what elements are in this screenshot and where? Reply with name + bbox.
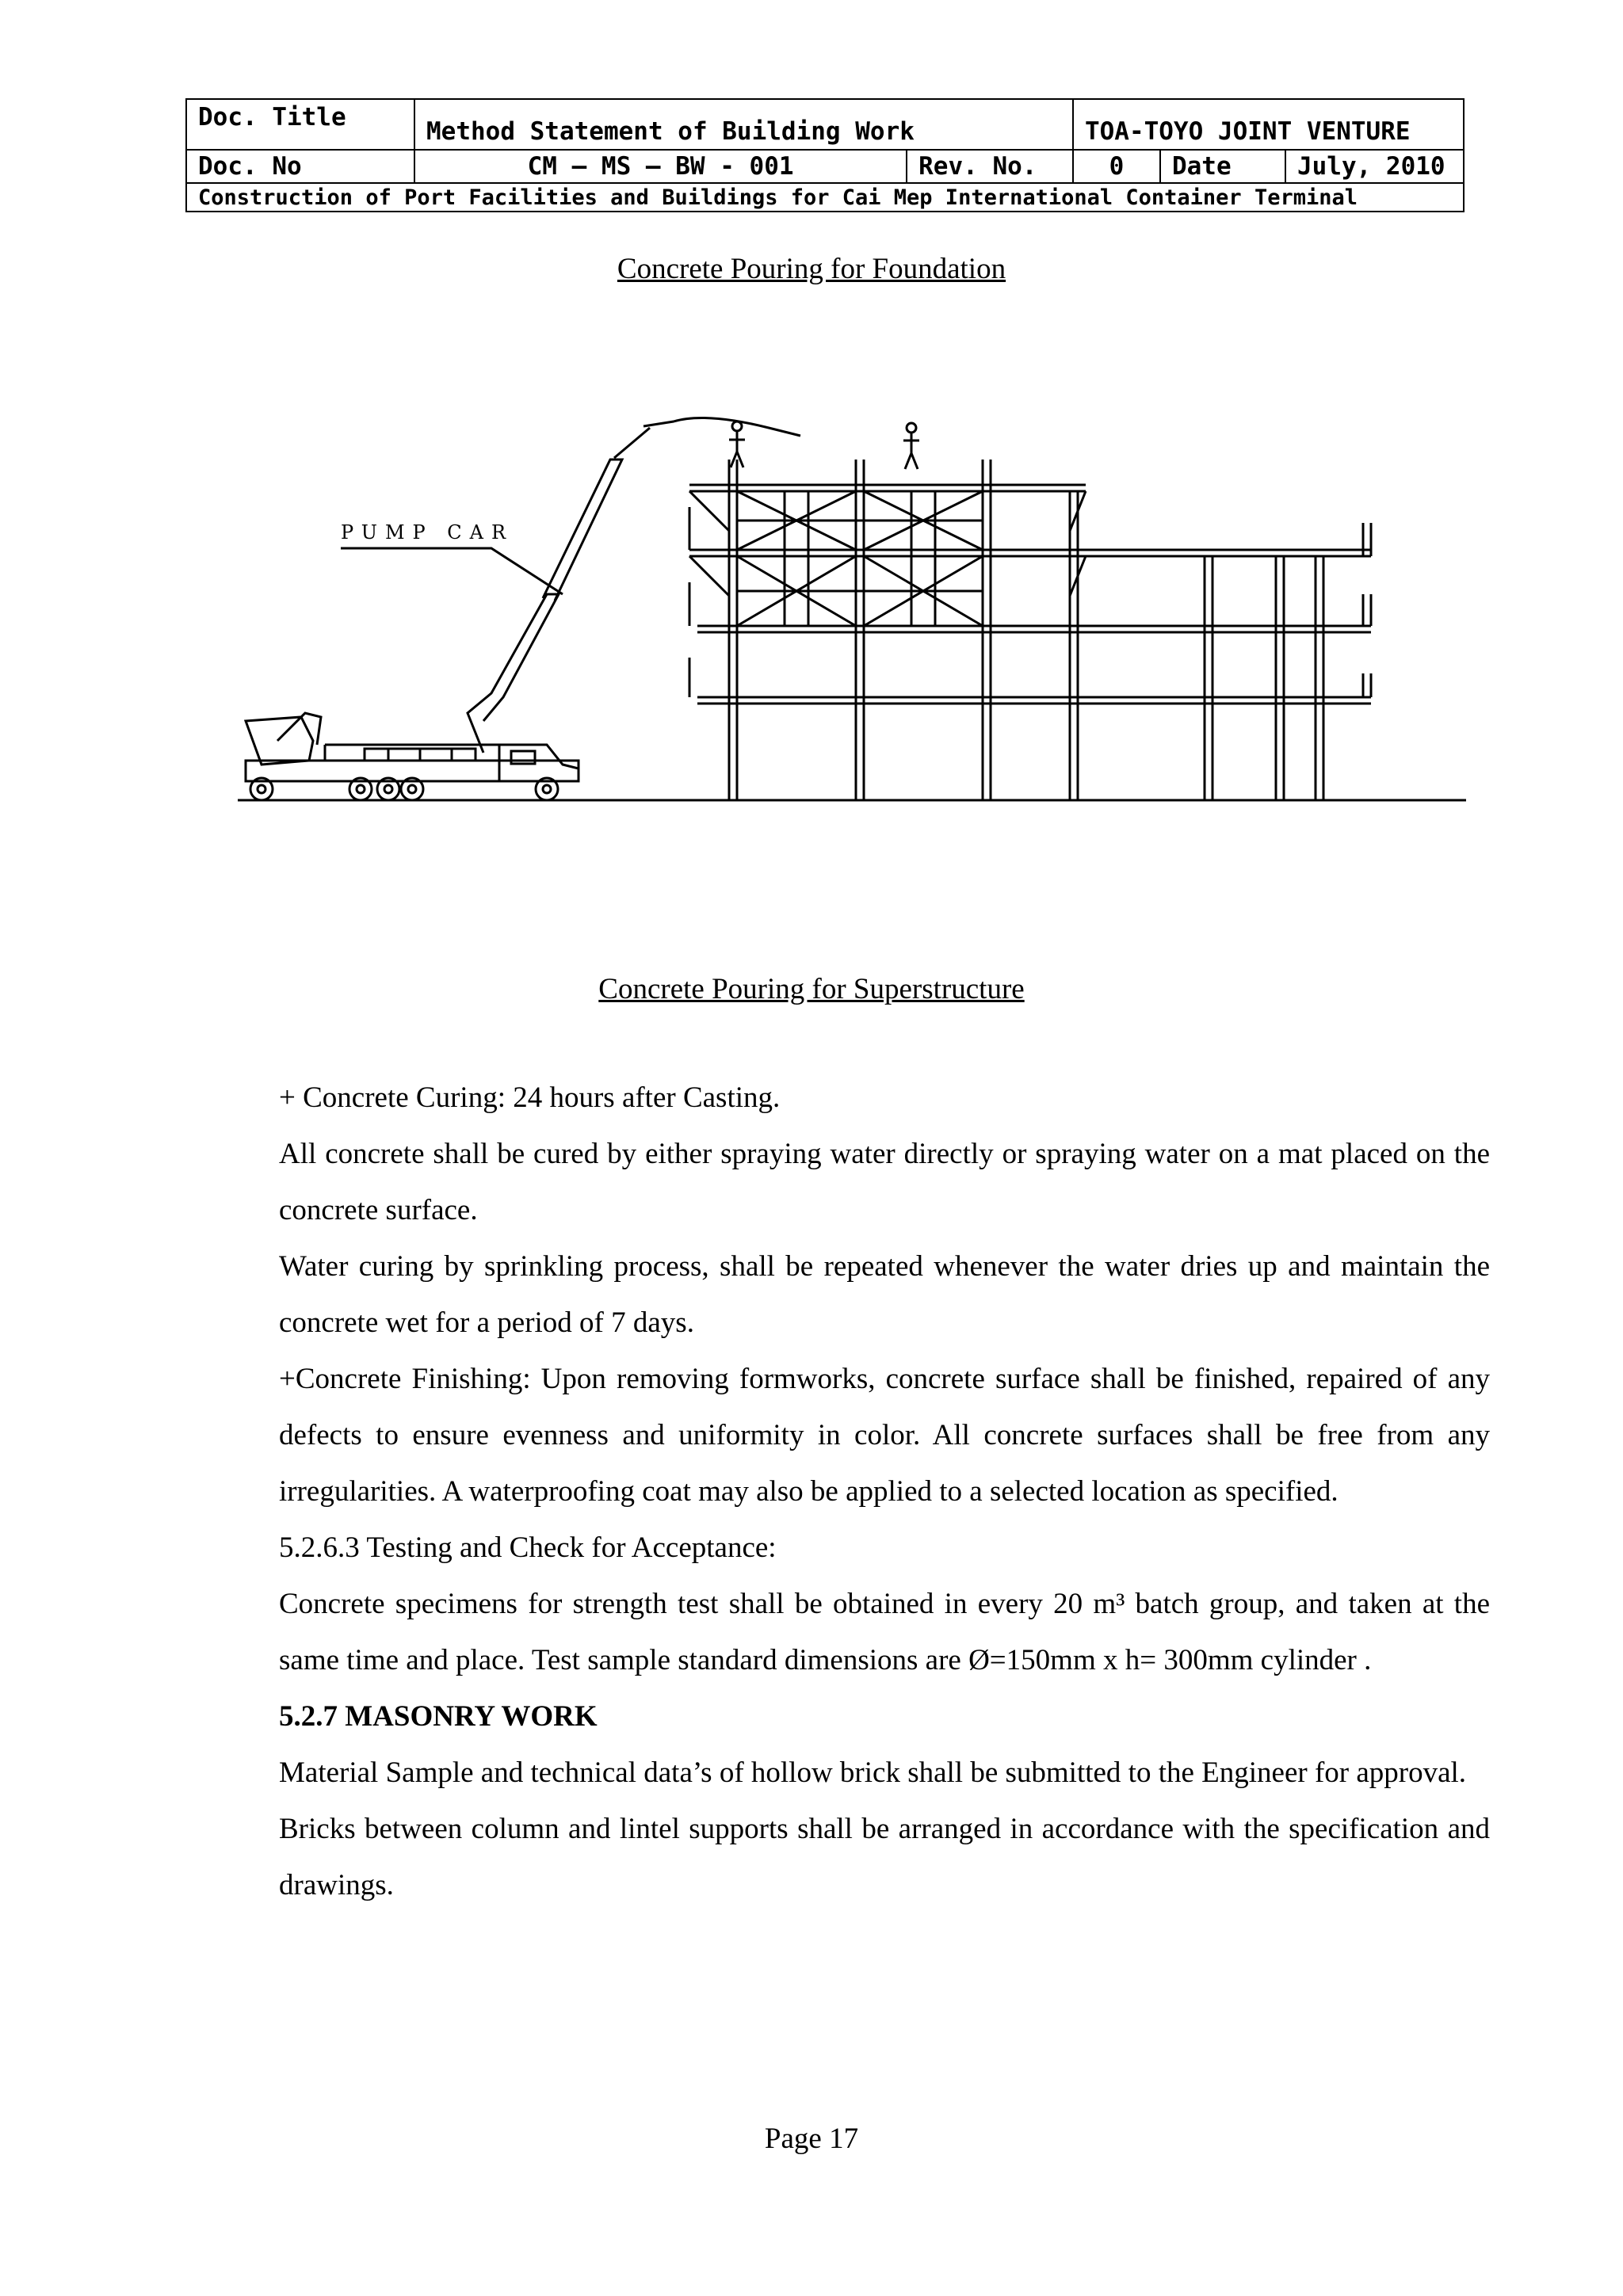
page-number: Page 17 bbox=[764, 2122, 859, 2155]
doc-no-label: Doc. No bbox=[186, 150, 414, 183]
rev-label: Rev. No. bbox=[907, 150, 1073, 183]
company-name: TOA-TOYO JOINT VENTURE bbox=[1073, 99, 1464, 150]
masonry-paragraph-1: Material Sample and technical data’s of hollow brick shall be submitted to the Engineer for approval. bbox=[279, 1756, 1467, 1789]
curing-paragraph-2: Water curing by sprinkling process, shall be repeated whenever the water dries up and maintain the concrete wet for a period of 7 days. bbox=[279, 1250, 1490, 1339]
project-title: Construction of Port Facilities and Buildings for Cai Mep International Container Terminal bbox=[186, 183, 1464, 212]
concrete-pouring-drawing bbox=[230, 412, 1474, 808]
finishing-paragraph: +Concrete Finishing: Upon removing formworks, concrete surface shall be finished, repaired of any defects to ensure evenness and uniformity in color. All concrete surfaces shall be free from any irregularities. A waterproofing coat may also be applied to a selected location as specified. bbox=[279, 1363, 1490, 1508]
body-text bbox=[279, 1070, 1490, 1913]
document-header-table bbox=[185, 98, 1465, 212]
pump-car bbox=[246, 418, 800, 801]
workers bbox=[729, 421, 919, 469]
pump-car-label: PUMP CAR bbox=[341, 521, 514, 543]
doc-no: CM – MS – BW - 001 bbox=[414, 150, 907, 183]
date-value: July, 2010 bbox=[1285, 150, 1464, 183]
testing-paragraph: Concrete specimens for strength test shall be obtained in every 20 m³ batch group, and taken at the same time and place. Test sample standard dimensions are Ø=150mm x h= 300mm cylinder . bbox=[279, 1588, 1490, 1676]
masonry-paragraph-2: Bricks between column and lintel supports shall be arranged in accordance with the specification and drawings. bbox=[279, 1813, 1490, 1901]
doc-title: Method Statement of Building Work bbox=[414, 99, 1073, 150]
doc-title-label: Doc. Title bbox=[186, 99, 414, 150]
curing-item: + Concrete Curing: 24 hours after Casting. bbox=[279, 1081, 781, 1114]
testing-heading: 5.2.6.3 Testing and Check for Acceptance: bbox=[279, 1531, 777, 1564]
building-frame bbox=[689, 460, 1371, 800]
date-label: Date bbox=[1160, 150, 1285, 183]
caption-foundation: Concrete Pouring for Foundation bbox=[617, 253, 1006, 285]
rev-number: 0 bbox=[1073, 150, 1160, 183]
caption-superstructure: Concrete Pouring for Superstructure bbox=[598, 973, 1025, 1005]
masonry-heading: 5.2.7 MASONRY WORK bbox=[279, 1700, 598, 1733]
curing-paragraph-1: All concrete shall be cured by either spraying water directly or spraying water on a mat placed on the concrete surface. bbox=[279, 1138, 1490, 1226]
